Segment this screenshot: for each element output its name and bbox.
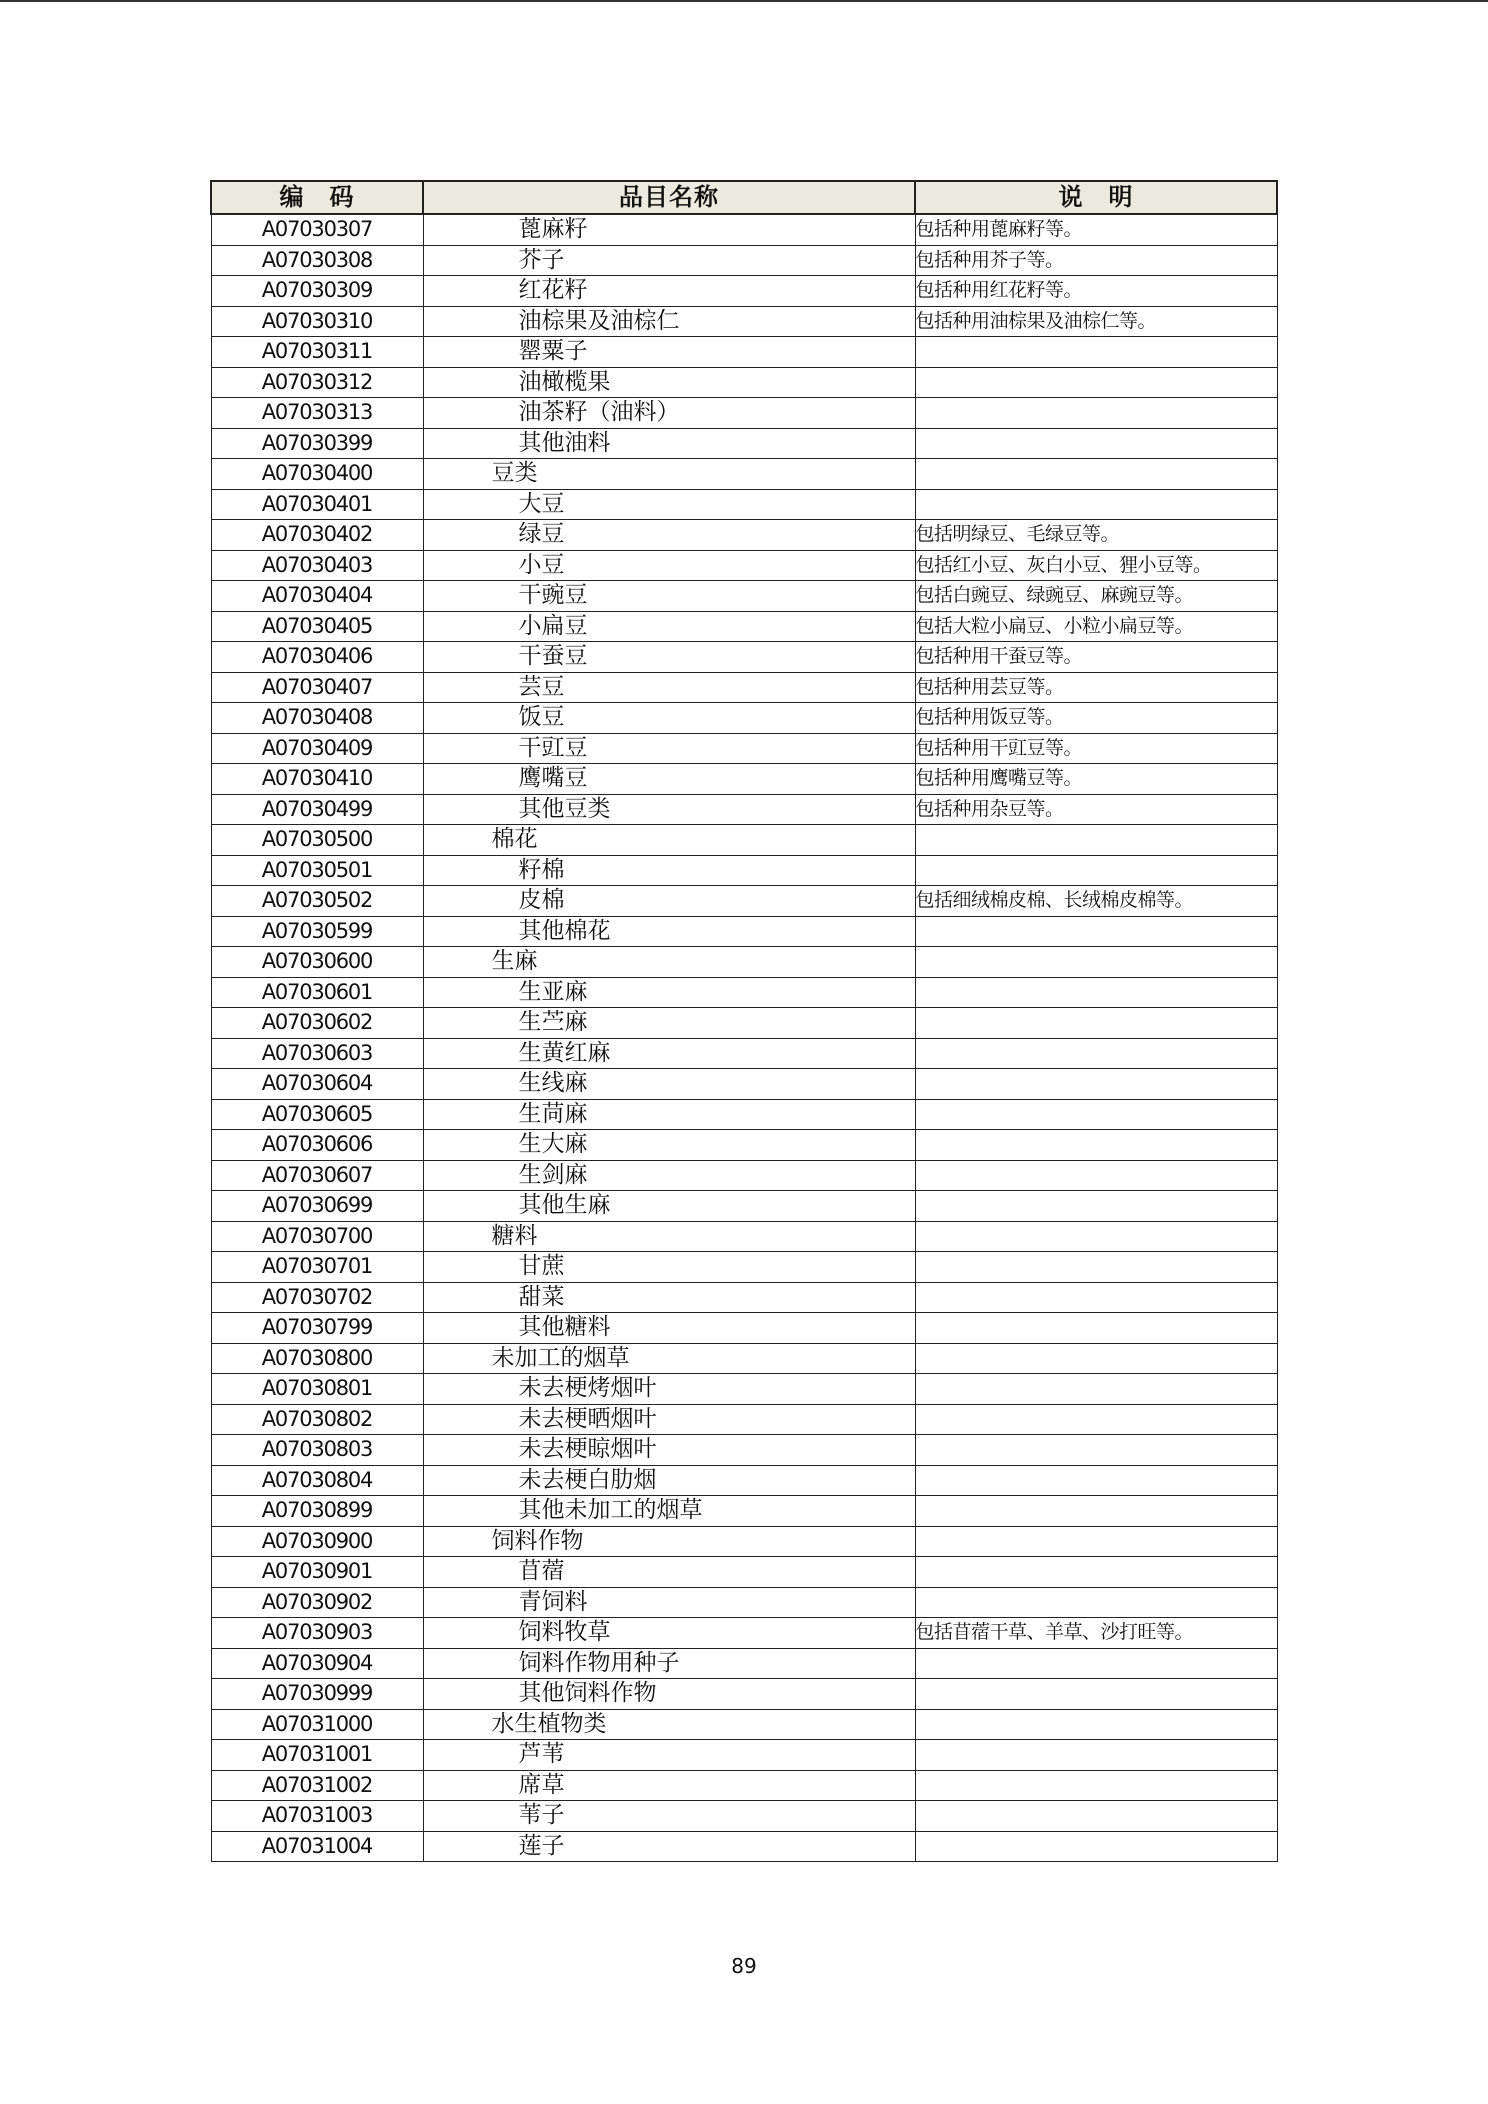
row-note bbox=[915, 1709, 1277, 1740]
row-code: A07030313 bbox=[211, 398, 423, 429]
row-code: A07030310 bbox=[211, 306, 423, 337]
row-note: 包括细绒棉皮棉、长绒棉皮棉等。 bbox=[915, 886, 1277, 917]
table-row bbox=[211, 886, 1277, 917]
row-note bbox=[915, 1343, 1277, 1374]
table-row bbox=[211, 1587, 1277, 1618]
header-name: 品目名称 bbox=[423, 181, 915, 214]
table-row bbox=[211, 916, 1277, 947]
table-row bbox=[211, 489, 1277, 520]
table-row bbox=[211, 1191, 1277, 1222]
row-note: 包括种用鹰嘴豆等。 bbox=[915, 764, 1277, 795]
table-row bbox=[211, 672, 1277, 703]
row-code: A07030702 bbox=[211, 1282, 423, 1313]
row-category-name: 糖料 bbox=[423, 1221, 915, 1252]
row-note bbox=[915, 1130, 1277, 1161]
row-item-name: 罂粟子 bbox=[423, 337, 915, 368]
table-row bbox=[211, 1465, 1277, 1496]
row-item-name: 油茶籽（油料） bbox=[423, 398, 915, 429]
row-code: A07030904 bbox=[211, 1648, 423, 1679]
table-row bbox=[211, 398, 1277, 429]
row-note bbox=[915, 459, 1277, 490]
row-item-name: 干豌豆 bbox=[423, 581, 915, 612]
table-row bbox=[211, 1404, 1277, 1435]
table-row bbox=[211, 1831, 1277, 1862]
table-row bbox=[211, 1038, 1277, 1069]
row-item-name: 饲料作物用种子 bbox=[423, 1648, 915, 1679]
row-note bbox=[915, 1404, 1277, 1435]
row-code: A07030500 bbox=[211, 825, 423, 856]
row-code: A07030400 bbox=[211, 459, 423, 490]
table-row bbox=[211, 733, 1277, 764]
table-row bbox=[211, 855, 1277, 886]
table-row bbox=[211, 1343, 1277, 1374]
table-row bbox=[211, 764, 1277, 795]
row-item-name: 芥子 bbox=[423, 245, 915, 276]
table-row bbox=[211, 1069, 1277, 1100]
row-note bbox=[915, 977, 1277, 1008]
row-note bbox=[915, 1435, 1277, 1466]
row-code: A07030408 bbox=[211, 703, 423, 734]
table-row bbox=[211, 642, 1277, 673]
row-code: A07031002 bbox=[211, 1770, 423, 1801]
table-row bbox=[211, 825, 1277, 856]
row-item-name: 其他生麻 bbox=[423, 1191, 915, 1222]
row-code: A07031000 bbox=[211, 1709, 423, 1740]
row-note: 包括白豌豆、绿豌豆、麻豌豆等。 bbox=[915, 581, 1277, 612]
row-item-name: 红花籽 bbox=[423, 276, 915, 307]
row-code: A07030603 bbox=[211, 1038, 423, 1069]
table-body bbox=[211, 214, 1277, 1862]
row-item-name: 籽棉 bbox=[423, 855, 915, 886]
row-item-name: 其他油料 bbox=[423, 428, 915, 459]
row-item-name: 未去梗烤烟叶 bbox=[423, 1374, 915, 1405]
table-row bbox=[211, 947, 1277, 978]
row-item-name: 生苎麻 bbox=[423, 1008, 915, 1039]
row-code: A07030999 bbox=[211, 1679, 423, 1710]
row-note bbox=[915, 1648, 1277, 1679]
row-code: A07030701 bbox=[211, 1252, 423, 1283]
row-item-name: 干豇豆 bbox=[423, 733, 915, 764]
row-code: A07030903 bbox=[211, 1618, 423, 1649]
row-code: A07030406 bbox=[211, 642, 423, 673]
table-row bbox=[211, 1557, 1277, 1588]
row-code: A07030409 bbox=[211, 733, 423, 764]
row-item-name: 油橄榄果 bbox=[423, 367, 915, 398]
row-code: A07030407 bbox=[211, 672, 423, 703]
row-note: 包括种用红花籽等。 bbox=[915, 276, 1277, 307]
row-code: A07030499 bbox=[211, 794, 423, 825]
row-note bbox=[915, 1587, 1277, 1618]
row-code: A07030804 bbox=[211, 1465, 423, 1496]
table-row bbox=[211, 459, 1277, 490]
row-code: A07030404 bbox=[211, 581, 423, 612]
table-row bbox=[211, 1221, 1277, 1252]
row-item-name: 芦苇 bbox=[423, 1740, 915, 1771]
row-note: 包括种用芥子等。 bbox=[915, 245, 1277, 276]
row-code: A07030899 bbox=[211, 1496, 423, 1527]
row-code: A07030606 bbox=[211, 1130, 423, 1161]
row-item-name: 饲料牧草 bbox=[423, 1618, 915, 1649]
row-code: A07031001 bbox=[211, 1740, 423, 1771]
row-note bbox=[915, 1801, 1277, 1832]
table-row bbox=[211, 1679, 1277, 1710]
row-note bbox=[915, 1191, 1277, 1222]
row-note: 包括大粒小扁豆、小粒小扁豆等。 bbox=[915, 611, 1277, 642]
table-row bbox=[211, 1008, 1277, 1039]
header-note: 说 明 bbox=[915, 181, 1277, 214]
table-row bbox=[211, 214, 1277, 245]
table-row bbox=[211, 1282, 1277, 1313]
row-category-name: 未加工的烟草 bbox=[423, 1343, 915, 1374]
row-note: 包括种用芸豆等。 bbox=[915, 672, 1277, 703]
row-item-name: 蓖麻籽 bbox=[423, 214, 915, 245]
row-category-name: 水生植物类 bbox=[423, 1709, 915, 1740]
row-code: A07030604 bbox=[211, 1069, 423, 1100]
row-note bbox=[915, 1374, 1277, 1405]
row-code: A07030602 bbox=[211, 1008, 423, 1039]
table-row bbox=[211, 794, 1277, 825]
row-code: A07030803 bbox=[211, 1435, 423, 1466]
row-note bbox=[915, 947, 1277, 978]
table-row bbox=[211, 367, 1277, 398]
table-row bbox=[211, 1618, 1277, 1649]
row-note: 包括红小豆、灰白小豆、狸小豆等。 bbox=[915, 550, 1277, 581]
row-code: A07030799 bbox=[211, 1313, 423, 1344]
row-note bbox=[915, 367, 1277, 398]
row-item-name: 油棕果及油棕仁 bbox=[423, 306, 915, 337]
row-code: A07030599 bbox=[211, 916, 423, 947]
row-code: A07030605 bbox=[211, 1099, 423, 1130]
page-number: 89 bbox=[731, 1954, 757, 1978]
row-note bbox=[915, 489, 1277, 520]
row-code: A07030902 bbox=[211, 1587, 423, 1618]
row-item-name: 绿豆 bbox=[423, 520, 915, 551]
row-code: A07030700 bbox=[211, 1221, 423, 1252]
row-item-name: 生亚麻 bbox=[423, 977, 915, 1008]
header-row bbox=[211, 181, 1277, 214]
table-row bbox=[211, 1526, 1277, 1557]
catalog-table bbox=[210, 180, 1278, 1862]
table-row bbox=[211, 1374, 1277, 1405]
table-header bbox=[211, 181, 1277, 214]
row-item-name: 莲子 bbox=[423, 1831, 915, 1862]
row-code: A07030309 bbox=[211, 276, 423, 307]
table-row bbox=[211, 977, 1277, 1008]
row-code: A07030502 bbox=[211, 886, 423, 917]
row-item-name: 小扁豆 bbox=[423, 611, 915, 642]
row-item-name: 干蚕豆 bbox=[423, 642, 915, 673]
row-note bbox=[915, 916, 1277, 947]
row-category-name: 生麻 bbox=[423, 947, 915, 978]
header-code: 编 码 bbox=[211, 181, 423, 214]
row-note bbox=[915, 825, 1277, 856]
table-row bbox=[211, 611, 1277, 642]
row-note bbox=[915, 1038, 1277, 1069]
row-note bbox=[915, 1740, 1277, 1771]
row-code: A07030801 bbox=[211, 1374, 423, 1405]
table-row bbox=[211, 245, 1277, 276]
table-row bbox=[211, 1740, 1277, 1771]
row-code: A07030308 bbox=[211, 245, 423, 276]
row-note bbox=[915, 1465, 1277, 1496]
table-row bbox=[211, 428, 1277, 459]
row-note: 包括种用干蚕豆等。 bbox=[915, 642, 1277, 673]
top-border-line bbox=[0, 0, 1488, 2]
table-row bbox=[211, 581, 1277, 612]
row-code: A07030312 bbox=[211, 367, 423, 398]
table-row bbox=[211, 1435, 1277, 1466]
row-code: A07030601 bbox=[211, 977, 423, 1008]
row-item-name: 未去梗晾烟叶 bbox=[423, 1435, 915, 1466]
row-note bbox=[915, 1252, 1277, 1283]
row-item-name: 席草 bbox=[423, 1770, 915, 1801]
row-item-name: 芸豆 bbox=[423, 672, 915, 703]
row-note: 包括种用蓖麻籽等。 bbox=[915, 214, 1277, 245]
table-row bbox=[211, 276, 1277, 307]
row-code: A07030401 bbox=[211, 489, 423, 520]
row-item-name: 其他饲料作物 bbox=[423, 1679, 915, 1710]
row-code: A07030399 bbox=[211, 428, 423, 459]
table-row bbox=[211, 337, 1277, 368]
row-category-name: 饲料作物 bbox=[423, 1526, 915, 1557]
row-item-name: 甜菜 bbox=[423, 1282, 915, 1313]
row-note bbox=[915, 398, 1277, 429]
row-note: 包括明绿豆、毛绿豆等。 bbox=[915, 520, 1277, 551]
row-code: A07030900 bbox=[211, 1526, 423, 1557]
table-row bbox=[211, 1313, 1277, 1344]
row-code: A07030307 bbox=[211, 214, 423, 245]
row-note: 包括种用饭豆等。 bbox=[915, 703, 1277, 734]
table-row bbox=[211, 520, 1277, 551]
row-item-name: 青饲料 bbox=[423, 1587, 915, 1618]
table-row bbox=[211, 1496, 1277, 1527]
row-note: 包括种用干豇豆等。 bbox=[915, 733, 1277, 764]
row-note bbox=[915, 1770, 1277, 1801]
row-note bbox=[915, 337, 1277, 368]
row-item-name: 生黄红麻 bbox=[423, 1038, 915, 1069]
table-row bbox=[211, 1709, 1277, 1740]
row-note bbox=[915, 1679, 1277, 1710]
row-code: A07030403 bbox=[211, 550, 423, 581]
row-item-name: 皮棉 bbox=[423, 886, 915, 917]
row-note: 包括种用油棕果及油棕仁等。 bbox=[915, 306, 1277, 337]
row-item-name: 其他未加工的烟草 bbox=[423, 1496, 915, 1527]
row-code: A07030607 bbox=[211, 1160, 423, 1191]
row-item-name: 大豆 bbox=[423, 489, 915, 520]
row-category-name: 豆类 bbox=[423, 459, 915, 490]
row-item-name: 饭豆 bbox=[423, 703, 915, 734]
row-note: 包括苜蓿干草、羊草、沙打旺等。 bbox=[915, 1618, 1277, 1649]
table-row bbox=[211, 550, 1277, 581]
row-item-name: 其他豆类 bbox=[423, 794, 915, 825]
row-code: A07030405 bbox=[211, 611, 423, 642]
row-code: A07030402 bbox=[211, 520, 423, 551]
row-note bbox=[915, 1313, 1277, 1344]
row-item-name: 生剑麻 bbox=[423, 1160, 915, 1191]
row-note bbox=[915, 1557, 1277, 1588]
table-row bbox=[211, 1099, 1277, 1130]
row-item-name: 甘蔗 bbox=[423, 1252, 915, 1283]
row-note bbox=[915, 1099, 1277, 1130]
row-code: A07030802 bbox=[211, 1404, 423, 1435]
row-note: 包括种用杂豆等。 bbox=[915, 794, 1277, 825]
row-code: A07031004 bbox=[211, 1831, 423, 1862]
row-code: A07030311 bbox=[211, 337, 423, 368]
row-code: A07030699 bbox=[211, 1191, 423, 1222]
table-row bbox=[211, 1770, 1277, 1801]
row-item-name: 生线麻 bbox=[423, 1069, 915, 1100]
table-row bbox=[211, 1801, 1277, 1832]
row-code: A07030901 bbox=[211, 1557, 423, 1588]
row-code: A07030800 bbox=[211, 1343, 423, 1374]
row-code: A07031003 bbox=[211, 1801, 423, 1832]
row-note bbox=[915, 855, 1277, 886]
row-note bbox=[915, 1069, 1277, 1100]
row-note bbox=[915, 1008, 1277, 1039]
row-note bbox=[915, 1496, 1277, 1527]
table-row bbox=[211, 1160, 1277, 1191]
row-item-name: 生大麻 bbox=[423, 1130, 915, 1161]
table-row bbox=[211, 306, 1277, 337]
row-item-name: 生苘麻 bbox=[423, 1099, 915, 1130]
row-code: A07030410 bbox=[211, 764, 423, 795]
table-row bbox=[211, 1252, 1277, 1283]
row-note bbox=[915, 1526, 1277, 1557]
table-row bbox=[211, 1130, 1277, 1161]
row-code: A07030501 bbox=[211, 855, 423, 886]
row-category-name: 棉花 bbox=[423, 825, 915, 856]
row-item-name: 其他棉花 bbox=[423, 916, 915, 947]
row-item-name: 其他糖料 bbox=[423, 1313, 915, 1344]
row-note bbox=[915, 428, 1277, 459]
row-item-name: 鹰嘴豆 bbox=[423, 764, 915, 795]
row-note bbox=[915, 1282, 1277, 1313]
row-item-name: 小豆 bbox=[423, 550, 915, 581]
table-row bbox=[211, 1648, 1277, 1679]
table-row bbox=[211, 703, 1277, 734]
row-item-name: 未去梗晒烟叶 bbox=[423, 1404, 915, 1435]
row-item-name: 苜蓿 bbox=[423, 1557, 915, 1588]
row-item-name: 苇子 bbox=[423, 1801, 915, 1832]
row-note bbox=[915, 1221, 1277, 1252]
row-code: A07030600 bbox=[211, 947, 423, 978]
row-note bbox=[915, 1160, 1277, 1191]
row-item-name: 未去梗白肋烟 bbox=[423, 1465, 915, 1496]
row-note bbox=[915, 1831, 1277, 1862]
